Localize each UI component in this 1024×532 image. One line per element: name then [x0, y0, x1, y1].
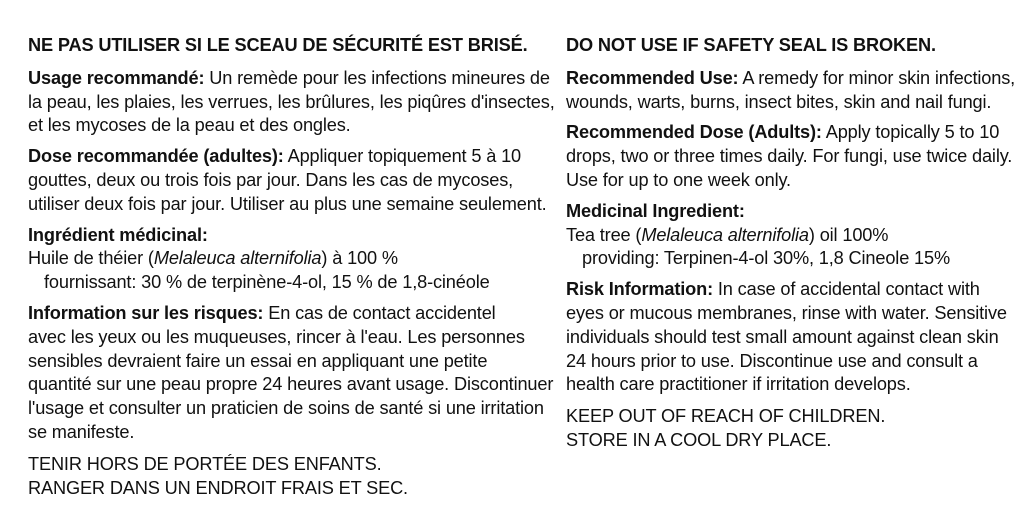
- fr-keep-out-of-reach: TENIR HORS DE PORTÉE DES ENFANTS.: [28, 453, 382, 474]
- en-risk-text-2: eyes or mucous membranes, rinse with water. Sensitive: [566, 302, 1007, 323]
- en-ingredient-prefix: Tea tree (: [566, 224, 642, 245]
- fr-risk-information: [28, 302, 554, 445]
- fr-storage-warnings: [28, 453, 538, 501]
- fr-recommended-dose: [28, 145, 547, 216]
- english-column: [566, 34, 1016, 460]
- fr-usage-text-1: Un remède pour les infections mineures de: [204, 67, 550, 88]
- fr-risk-label: Information sur les risques:: [28, 302, 264, 323]
- en-usage-text-1: A remedy for minor skin infections,: [738, 67, 1016, 88]
- fr-risk-text-5: l'usage et consulter un praticien de soins de santé si une irritation: [28, 398, 544, 419]
- fr-risk-text-2: avec les yeux ou les muqueuses, rincer à l'eau. Les personnes: [28, 326, 525, 347]
- en-usage-label: Recommended Use:: [566, 67, 739, 88]
- en-dose-text-1: Apply topically 5 to 10: [821, 122, 1000, 143]
- fr-seal-warning: NE PAS UTILISER SI LE SCEAU DE SÉCURITÉ EST BRISÉ.: [28, 35, 528, 55]
- en-keep-out-of-reach: KEEP OUT OF REACH OF CHILDREN.: [566, 406, 886, 427]
- fr-ingredient-suffix: ) à 100 %: [321, 248, 398, 269]
- fr-medicinal-ingredient: [28, 224, 538, 295]
- en-ingredient-label: Medicinal Ingredient:: [566, 200, 745, 221]
- en-risk-text-5: health care practitioner if irritation develops.: [566, 374, 911, 395]
- fr-store-cool-dry: RANGER DANS UN ENDROIT FRAIS ET SEC.: [28, 477, 408, 498]
- en-recommended-dose: [566, 121, 1013, 192]
- fr-usage-label: Usage recommandé:: [28, 67, 205, 88]
- en-seal-warning: DO NOT USE IF SAFETY SEAL IS BROKEN.: [566, 35, 936, 55]
- en-dose-label: Recommended Dose (Adults):: [566, 122, 822, 143]
- fr-usage-text-3: et les mycoses de la peau et des ongles.: [28, 115, 351, 136]
- fr-dose-text-2: gouttes, deux ou trois fois par jour. Dans les cas de mycoses,: [28, 169, 514, 190]
- en-risk-text-3: individuals should test small amount against clean skin: [566, 326, 999, 347]
- fr-dose-text-1: Appliquer topiquement 5 à 10: [283, 146, 522, 167]
- fr-risk-text-3: sensibles devraient faire un essai en appliquant une petite: [28, 350, 488, 371]
- fr-usage-text-2: la peau, les plaies, les verrues, les brûlures, les piqûres d'insectes,: [28, 91, 555, 112]
- en-dose-text-2: drops, two or three times daily. For fungi, use twice daily.: [566, 146, 1013, 167]
- fr-risk-text-4: quantité sur une peau propre 24 heures avant usage. Discontinuer: [28, 374, 554, 395]
- en-medicinal-ingredient: [566, 200, 1006, 271]
- en-store-cool-dry: STORE IN A COOL DRY PLACE.: [566, 429, 832, 450]
- en-ingredient-providing: providing: Terpinen-4-ol 30%, 1,8 Cineole 15%: [582, 248, 951, 269]
- fr-risk-text-6: se manifeste.: [28, 421, 135, 442]
- en-risk-text-1: In case of accidental contact with: [713, 279, 980, 300]
- en-risk-information: [566, 278, 1006, 397]
- en-recommended-use: [566, 67, 1016, 115]
- fr-dose-label: Dose recommandée (adultes):: [28, 146, 284, 167]
- en-ingredient-latin-name: Melaleuca alternifolia: [641, 224, 809, 245]
- fr-ingredient-latin-name: Melaleuca alternifolia: [153, 248, 322, 269]
- fr-ingredient-providing: fournissant: 30 % de terpinène-4-ol, 15 % de 1,8-cinéole: [44, 272, 490, 293]
- en-storage-warnings: [566, 405, 1006, 453]
- fr-ingredient-prefix: Huile de théier (: [28, 248, 154, 269]
- en-ingredient-suffix: ) oil 100%: [808, 224, 889, 245]
- fr-ingredient-label: Ingrédient médicinal:: [28, 224, 208, 245]
- french-column: [28, 34, 555, 507]
- fr-dose-text-3: utiliser deux fois par jour. Utiliser au plus une semaine seulement.: [28, 193, 547, 214]
- fr-recommended-use: [28, 67, 555, 138]
- en-risk-text-4: 24 hours prior to use. Discontinue use and consult a: [566, 350, 978, 371]
- en-risk-label: Risk Information:: [566, 279, 713, 300]
- fr-risk-text-1: En cas de contact accidentel: [263, 302, 496, 323]
- en-dose-text-3: Use for up to one week only.: [566, 169, 791, 190]
- en-usage-text-2: wounds, warts, burns, insect bites, skin and nail fungi.: [566, 91, 992, 112]
